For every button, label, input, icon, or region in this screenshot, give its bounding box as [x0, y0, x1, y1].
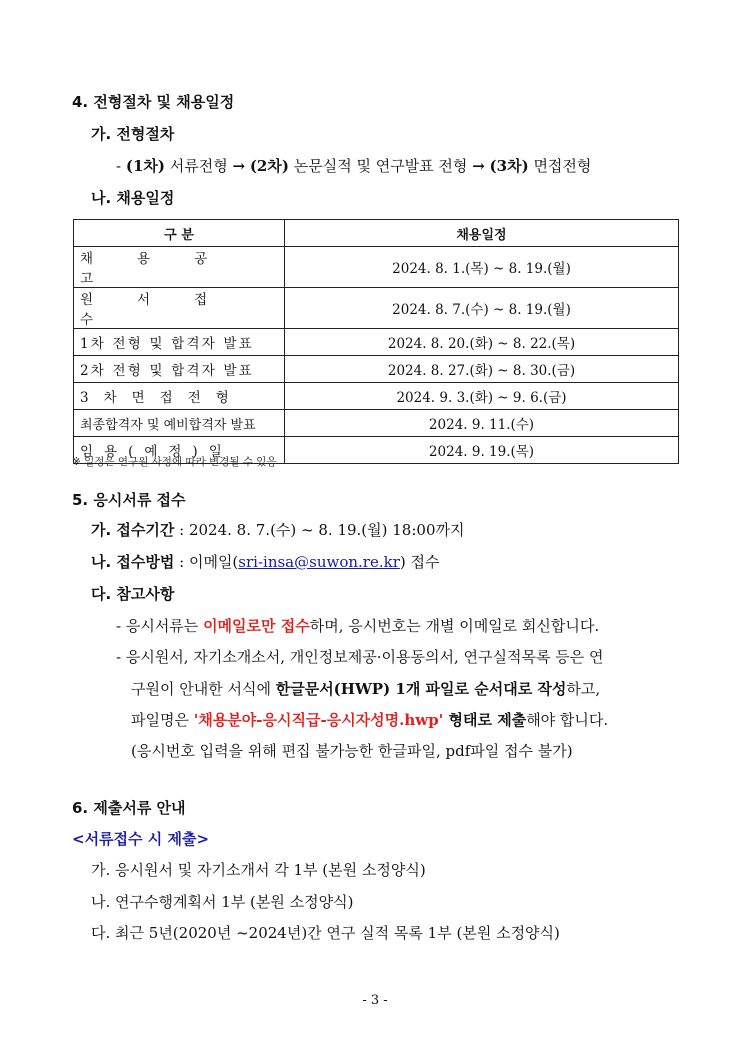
arrow-icon: → — [232, 157, 246, 175]
step3-text: 면접전형 — [528, 157, 592, 175]
page-number: - 3 - — [362, 993, 388, 1008]
row-label-text: 채용공고 — [80, 251, 252, 287]
step1-text: 서류전형 — [164, 157, 233, 175]
reference-item-2-line-1: - 응시원서, 자기소개소서, 개인정보제공·이용동의서, 연구실적목록 등은 연 — [116, 648, 604, 666]
row-label — [74, 410, 285, 437]
ref2-line2-bold: 한글문서(HWP) 1개 파일로 순서대로 작성 — [275, 680, 567, 698]
table-row — [74, 247, 679, 288]
row-value: 2024. 9. 3.(화) ~ 9. 6.(금) — [285, 383, 679, 410]
dash: - — [116, 157, 126, 175]
row-label — [74, 329, 285, 356]
document-item-3: 다. 최근 5년(2020년 ~2024년)간 연구 실적 목록 1부 (본원 소정양식) — [91, 924, 560, 942]
document-item-1: 가. 응시원서 및 자기소개서 각 1부 (본원 소정양식) — [91, 861, 426, 879]
row-value: 2024. 9. 11.(수) — [285, 410, 679, 437]
section-6-title: 6. 제출서류 안내 — [72, 799, 186, 817]
step1-label: (1차) — [125, 157, 165, 175]
table-row — [74, 356, 679, 383]
schedule-note: ※ 일정은 연구원 사정에 따라 변경될 수 있음 — [72, 456, 277, 468]
ref2-line3-b: 해야 합니다. — [526, 711, 609, 729]
table-row — [74, 383, 679, 410]
section-5-title: 5. 응시서류 접수 — [72, 491, 186, 509]
method-prefix: : 이메일( — [174, 553, 239, 571]
row-label — [74, 288, 285, 329]
row-value: 2024. 8. 27.(화) ~ 8. 30.(금) — [285, 356, 679, 383]
column-header-category: 구 분 — [74, 220, 285, 247]
ref2-line3-bold: 형태로 제출 — [443, 711, 527, 729]
ref2-line2-b: 하고, — [566, 680, 601, 698]
ref2-line3-a: 파일명은 — [131, 711, 194, 729]
row-label — [74, 356, 285, 383]
row-value: 2024. 8. 1.(목) ~ 8. 19.(월) — [285, 247, 679, 288]
schedule-table — [73, 219, 679, 464]
row-label-text: 임용(예정)일 — [80, 444, 233, 460]
ref2-line2-a: 구원이 안내한 서식에 — [131, 680, 276, 698]
row-label-text: 2차 전형 및 합격자 발표 — [80, 363, 254, 379]
period-value: : 2024. 8. 7.(수) ~ 8. 19.(월) 18:00까지 — [174, 521, 465, 539]
schedule-subheading: 나. 채용일정 — [91, 189, 175, 207]
step3-label: (3차) — [489, 157, 529, 175]
row-value: 2024. 8. 7.(수) ~ 8. 19.(월) — [285, 288, 679, 329]
email-link[interactable]: sri-insa@suwon.re.kr — [238, 553, 400, 571]
table-row — [74, 288, 679, 329]
reference-item-2-line-2 — [131, 678, 600, 699]
period-label: 가. 접수기간 — [91, 521, 175, 539]
reference-item-2-line-3 — [131, 709, 608, 730]
table-row — [74, 410, 679, 437]
procedure-line — [116, 155, 591, 176]
reference-item-2-line-4: (응시번호 입력을 위해 편집 불가능한 한글파일, pdf파일 접수 불가) — [131, 742, 573, 760]
row-value: 2024. 9. 19.(목) — [285, 437, 679, 464]
row-label-text: 3차면접전형 — [80, 390, 244, 406]
period-line — [91, 519, 464, 540]
ref2-line3-filename: '채용분야-응시직급-응시자성명.hwp' — [193, 711, 444, 729]
table-header-row — [74, 220, 679, 247]
row-label-text: 1차 전형 및 합격자 발표 — [80, 336, 254, 352]
row-label-text: 최종합격자 및 예비합격자 발표 — [80, 417, 256, 433]
method-label: 나. 접수방법 — [91, 553, 175, 571]
step2-text: 논문실적 및 연구발표 전형 — [288, 157, 473, 175]
section-4-title: 4. 전형절차 및 채용일정 — [72, 93, 235, 111]
ref1-emphasis: 이메일로만 접수 — [203, 617, 310, 635]
arrow-icon: → — [472, 157, 485, 175]
procedure-subheading: 가. 전형절차 — [91, 125, 175, 143]
ref1-text-b: 하며, 응시번호는 개별 이메일로 회신합니다. — [309, 617, 600, 635]
row-value: 2024. 8. 20.(화) ~ 8. 22.(목) — [285, 329, 679, 356]
method-line — [91, 551, 439, 572]
row-label-text: 원서접수 — [80, 292, 252, 328]
row-label — [74, 383, 285, 410]
column-header-schedule: 채용일정 — [285, 220, 679, 247]
document-item-2: 나. 연구수행계획서 1부 (본원 소정양식) — [91, 893, 354, 911]
reference-subheading: 다. 참고사항 — [91, 585, 175, 603]
reference-item-1 — [116, 615, 599, 636]
row-label — [74, 247, 285, 288]
table-row — [74, 329, 679, 356]
submission-subheading: <서류접수 시 제출> — [72, 830, 210, 848]
method-suffix: ) 접수 — [399, 553, 440, 571]
step2-label: (2차) — [249, 157, 289, 175]
ref1-text-a: - 응시서류는 — [116, 617, 204, 635]
